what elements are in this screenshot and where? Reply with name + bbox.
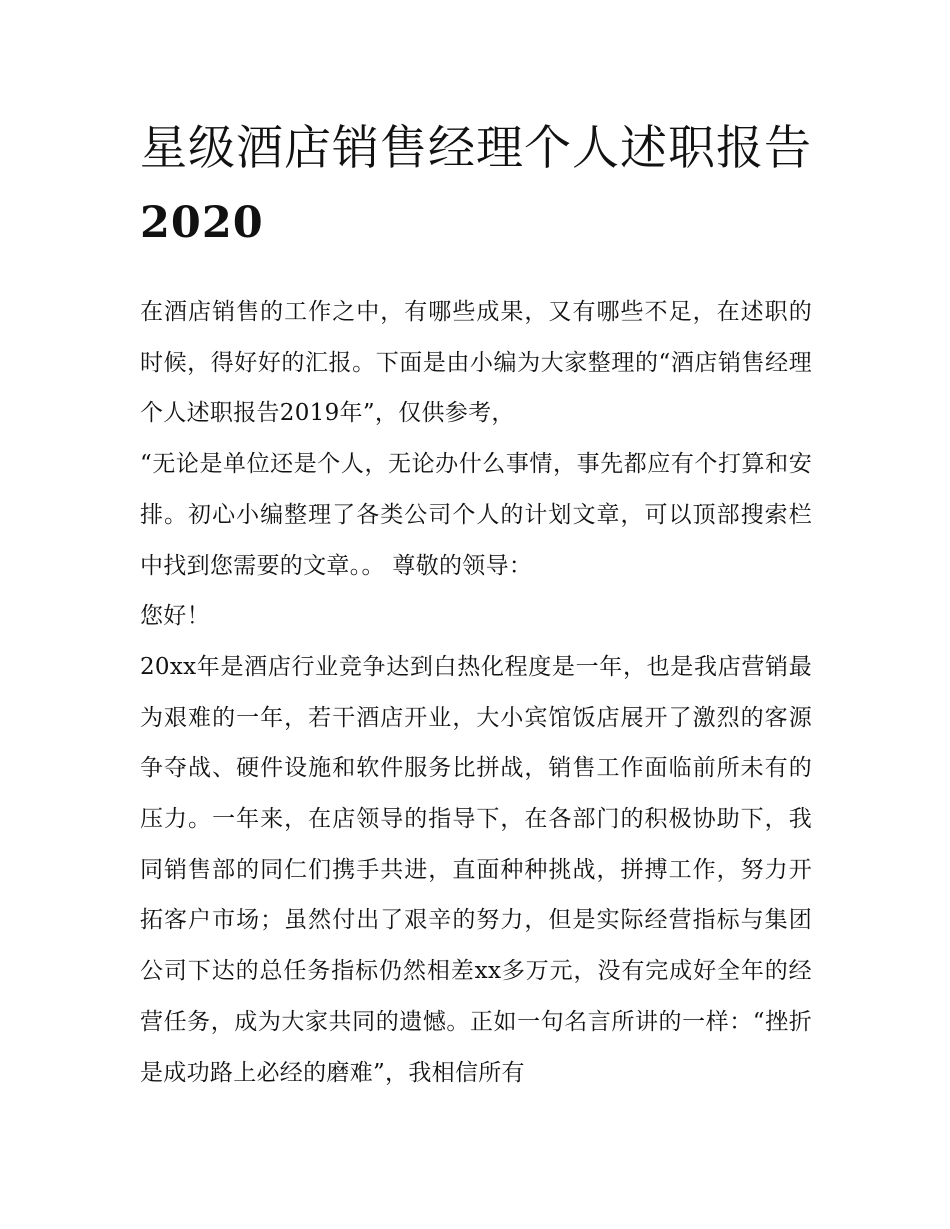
paragraph-body: 20xx年是酒店行业竞争达到白热化程度是一年，也是我店营销最为艰难的一年，若干酒店开业，大小宾馆饭店展开了激烈的客源争夺战、硬件设施和软件服务比拼战，销售工作面临前所未有的压力。一年来，在店领导的指导下，在各部门的积极协助下，我同销售部的同仁们携手共进，直面种种挑战，拼搏工作，努力开拓客户市场；虽然付出了艰辛的努力，但是实际经营指标与集团公司下达的总任务指标仍然相差xx多万元，没有完成好全年的经营任务，成为大家共同的遗憾。正如一句名言所讲的一样：“挫折是成功路上必经的磨难”，我相信所有 (140, 653, 812, 1086)
paragraph-preface: “无论是单位还是个人，无论办什么事情，事先都应有个打算和安排。初心小编整理了各类公司个人的计划文章，可以顶部搜索栏中找到您需要的文章。。 尊敬的领导： (140, 451, 812, 579)
title-text: 星级酒店销售经理个人述职报告 (140, 121, 812, 176)
document-body (140, 112, 812, 1098)
document-title (140, 112, 812, 260)
paragraph-greeting: 您好！ (140, 603, 210, 630)
paragraph-intro: 在酒店销售的工作之中，有哪些成果，又有哪些不足，在述职的时候，得好好的汇报。下面是由小编为大家整理的“酒店销售经理个人述职报告2019年”，仅供参考， (140, 299, 812, 427)
title-year: 2020 (140, 198, 264, 248)
